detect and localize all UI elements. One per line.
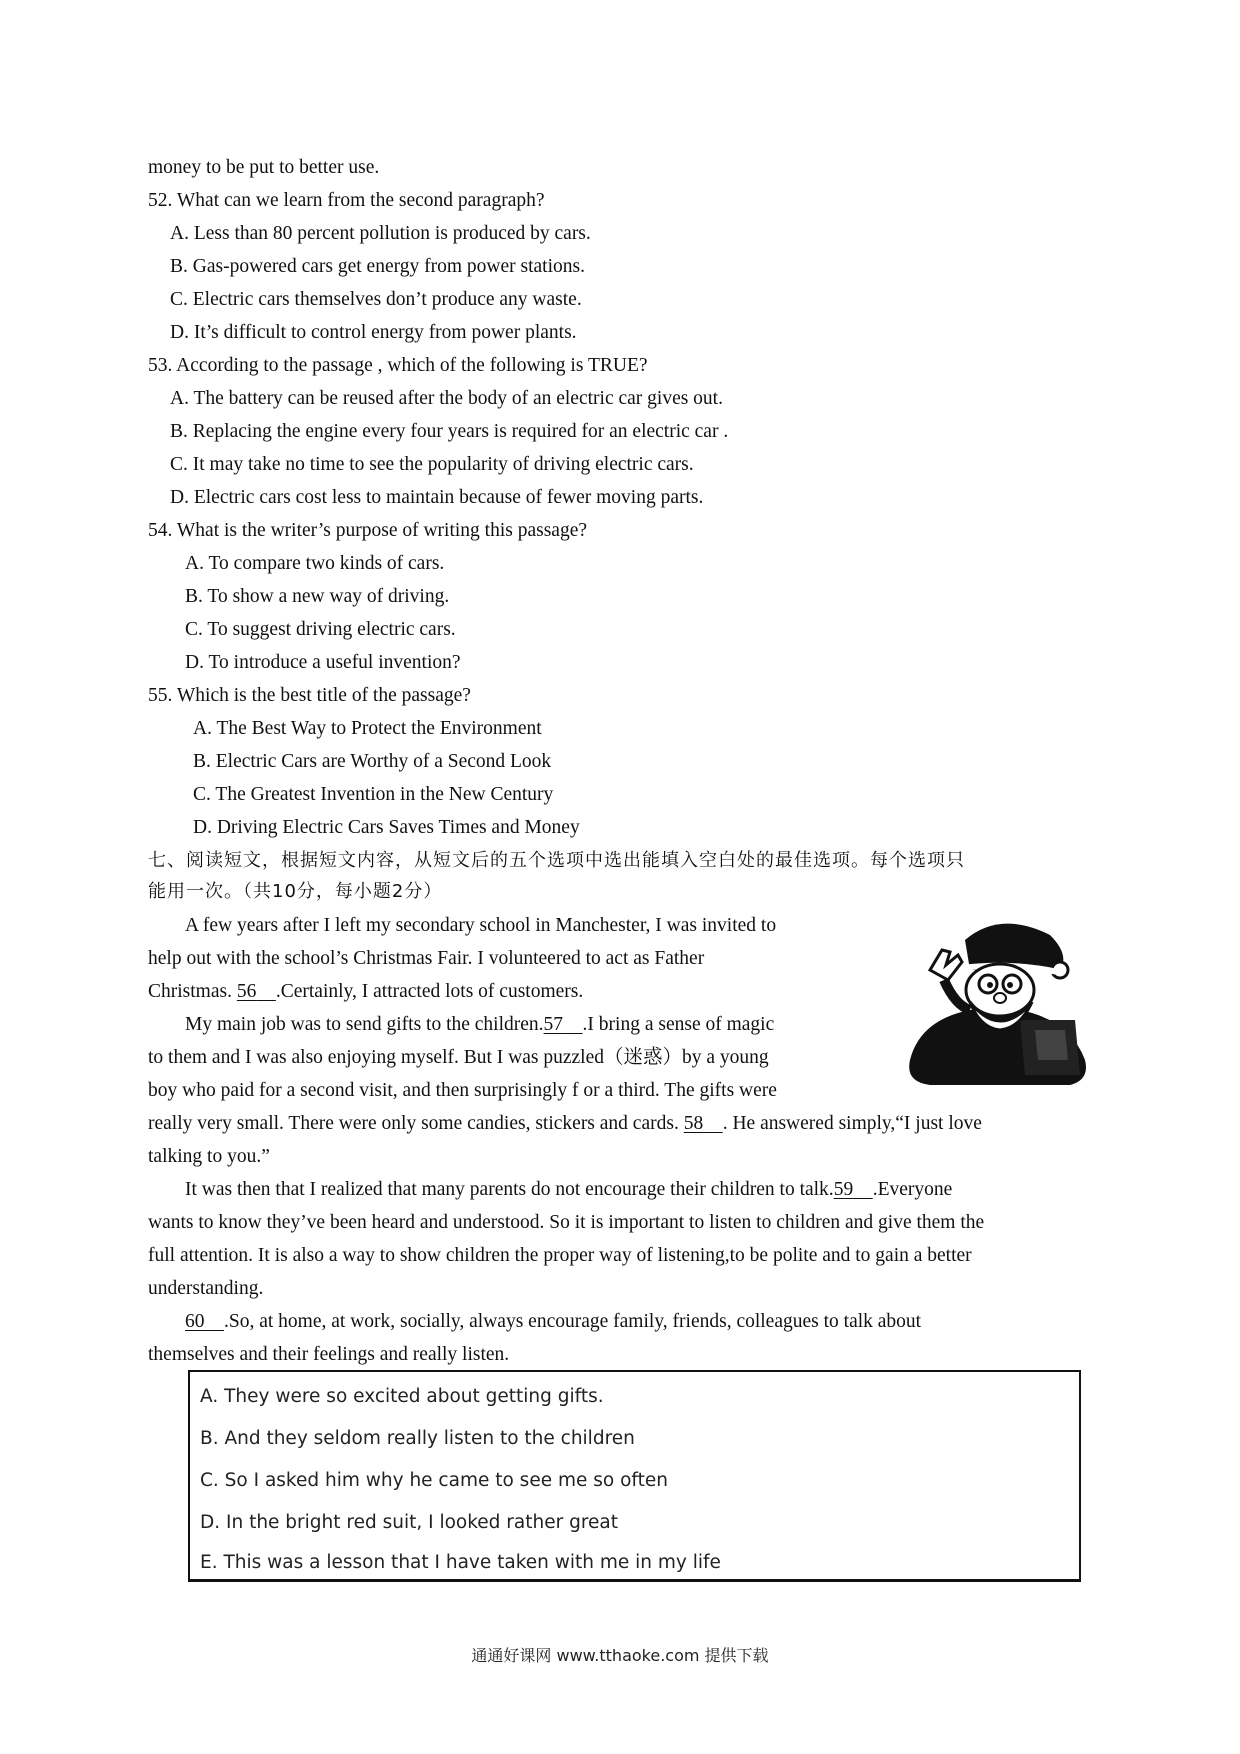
passage-line: boy who paid for a second visit, and then surprisingly f or a third. The gifts were bbox=[148, 1080, 777, 1101]
question-53-stem: 53. According to the passage , which of the following is TRUE? bbox=[148, 355, 648, 376]
question-55-stem: 55. Which is the best title of the passage? bbox=[148, 685, 471, 706]
question-53-option-d: D. Electric cars cost less to maintain because of fewer moving parts. bbox=[170, 487, 704, 508]
passage-line bbox=[185, 1178, 952, 1202]
passage-text: Christmas. bbox=[148, 981, 237, 1002]
section-7-instruction-line-1: 七、阅读短文，根据短文内容，从短文后的五个选项中选出能填入空白处的最佳选项。每个选项只 bbox=[148, 850, 965, 871]
question-55-option-b: B. Electric Cars are Worthy of a Second Look bbox=[193, 751, 552, 772]
question-52-option-c: C. Electric cars themselves don’t produce any waste. bbox=[170, 289, 582, 310]
passage-line bbox=[185, 1013, 774, 1037]
passage-line bbox=[185, 1310, 921, 1334]
question-54-option-c: C. To suggest driving electric cars. bbox=[185, 619, 456, 640]
answer-option-c: C. So I asked him why he came to see me so often bbox=[200, 1470, 668, 1491]
passage-text: . He answered simply,“I just love bbox=[722, 1113, 982, 1134]
question-52-option-b: B. Gas-powered cars get energy from power stations. bbox=[170, 256, 585, 277]
question-54-stem: 54. What is the writer’s purpose of writing this passage? bbox=[148, 520, 588, 541]
passage-line: understanding. bbox=[148, 1278, 264, 1299]
blank-57: 57 bbox=[543, 1014, 564, 1035]
passage-line: help out with the school’s Christmas Fair. I volunteered to act as Father bbox=[148, 948, 705, 969]
santa-illustration bbox=[900, 910, 1100, 1090]
question-53-option-b: B. Replacing the engine every four years is required for an electric car . bbox=[170, 421, 729, 442]
passage-line: wants to know they’ve been heard and understood. So it is important to listen to children and give them the bbox=[148, 1212, 985, 1233]
question-52-option-d: D. It’s difficult to control energy from power plants. bbox=[170, 322, 577, 343]
passage-line: full attention. It is also a way to show children the proper way of listening,to be polite and to gain a better bbox=[148, 1245, 972, 1266]
passage-text: My main job was to send gifts to the children. bbox=[185, 1014, 544, 1035]
passage-line: talking to you.” bbox=[148, 1146, 270, 1167]
passage-line: themselves and their feelings and really listen. bbox=[148, 1344, 510, 1365]
passage-line bbox=[148, 1112, 982, 1136]
question-55-option-d: D. Driving Electric Cars Saves Times and Money bbox=[193, 817, 580, 838]
passage-text: .Certainly, I attracted lots of customers. bbox=[275, 981, 584, 1002]
passage-text: really very small. There were only some candies, stickers and cards. bbox=[148, 1113, 684, 1134]
passage-text: .I bring a sense of magic bbox=[582, 1014, 775, 1035]
continuation-line: money to be put to better use. bbox=[148, 157, 380, 178]
page-footer: 通通好课网 www.tthaoke.com 提供下载 bbox=[471, 1646, 769, 1665]
blank-59: 59 bbox=[833, 1179, 854, 1200]
question-53-option-c: C. It may take no time to see the popularity of driving electric cars. bbox=[170, 454, 694, 475]
question-52-option-a: A. Less than 80 percent pollution is produced by cars. bbox=[170, 223, 591, 244]
passage-line: to them and I was also enjoying myself. But I was puzzled（迷惑）by a young bbox=[148, 1047, 769, 1068]
answer-option-d: D. In the bright red suit, I looked rather great bbox=[200, 1512, 619, 1533]
passage-text: It was then that I realized that many parents do not encourage their children to talk. bbox=[185, 1179, 834, 1200]
question-54-option-b: B. To show a new way of driving. bbox=[185, 586, 450, 607]
answer-option-b: B. And they seldom really listen to the children bbox=[200, 1428, 635, 1449]
question-53-option-a: A. The battery can be reused after the body of an electric car gives out. bbox=[170, 388, 723, 409]
question-54-option-d: D. To introduce a useful invention? bbox=[185, 652, 461, 673]
passage-line bbox=[148, 980, 583, 1004]
answer-option-e: E. This was a lesson that I have taken with me in my life bbox=[200, 1552, 721, 1573]
passage-text: .Everyone bbox=[872, 1179, 953, 1200]
question-54-option-a: A. To compare two kinds of cars. bbox=[185, 553, 445, 574]
passage-text: .So, at home, at work, socially, always encourage family, friends, colleagues to talk about bbox=[224, 1311, 922, 1332]
answer-option-a: A. They were so excited about getting gifts. bbox=[200, 1386, 604, 1407]
section-7-instruction-line-2: 能用一次。（共10分，每小题2分） bbox=[148, 881, 443, 902]
blank-56: 56 bbox=[236, 981, 257, 1002]
passage-line: A few years after I left my secondary school in Manchester, I was invited to bbox=[185, 915, 777, 936]
answer-options-box bbox=[188, 1370, 1081, 1582]
question-55-option-a: A. The Best Way to Protect the Environment bbox=[193, 718, 542, 739]
blank-58: 58 bbox=[683, 1113, 704, 1134]
blank-60: 60 bbox=[185, 1311, 205, 1332]
question-55-option-c: C. The Greatest Invention in the New Century bbox=[193, 784, 554, 805]
question-52-stem: 52. What can we learn from the second paragraph? bbox=[148, 190, 545, 211]
